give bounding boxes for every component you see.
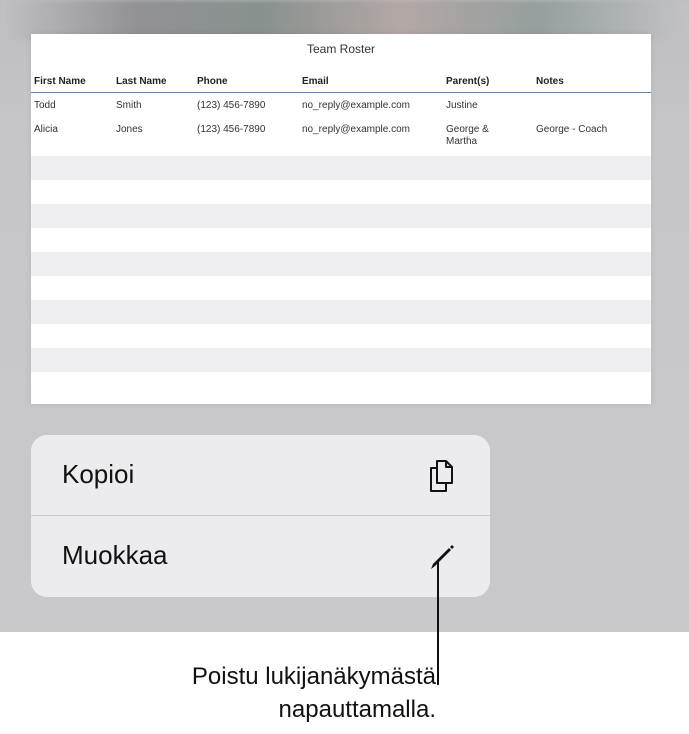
spreadsheet-preview[interactable] (31, 34, 651, 404)
empty-row (31, 180, 651, 204)
callout-line-2: napauttamalla. (278, 696, 436, 723)
table-header-row (31, 74, 651, 93)
table-cell: (123) 456-7890 (197, 124, 266, 135)
empty-row (31, 324, 651, 348)
empty-row (31, 156, 651, 180)
edit-menu-item[interactable] (31, 516, 490, 596)
copy-menu-item[interactable] (31, 435, 490, 516)
column-header: Parent(s) (446, 76, 490, 87)
empty-row (31, 300, 651, 324)
column-header: Notes (536, 76, 564, 87)
edit-label: Muokkaa (62, 540, 168, 570)
table-cell: Alicia (34, 124, 58, 135)
column-header: Email (302, 76, 329, 87)
context-menu (31, 435, 490, 597)
table-cell: no_reply@example.com (302, 100, 410, 111)
callout-line-1: Poistu lukijanäkymästä (191, 663, 436, 690)
copy-label: Kopioi (62, 459, 135, 489)
copy-icon (422, 457, 460, 495)
table-cell: Jones (116, 124, 143, 135)
table-cell: no_reply@example.com (302, 124, 410, 135)
pencil-icon (422, 538, 460, 576)
column-header: First Name (34, 76, 86, 87)
column-header: Phone (197, 76, 228, 87)
column-header: Last Name (116, 76, 167, 87)
table-cell: Smith (116, 100, 142, 111)
table-row (31, 94, 651, 118)
empty-row (31, 372, 651, 404)
table-row (31, 118, 651, 154)
empty-row (31, 204, 651, 228)
table-cell: Todd (34, 100, 56, 111)
sheet-title: Team Roster (306, 42, 376, 56)
callout-text (192, 660, 436, 726)
table-cell: Justine (446, 100, 478, 111)
table-cell: George - Coach (536, 124, 608, 135)
table-cell: George & Martha (446, 124, 489, 147)
empty-row (31, 348, 651, 372)
table-cell: (123) 456-7890 (197, 100, 266, 111)
empty-row (31, 228, 651, 252)
callout-line (437, 560, 439, 685)
empty-row (31, 276, 651, 300)
empty-row (31, 252, 651, 276)
